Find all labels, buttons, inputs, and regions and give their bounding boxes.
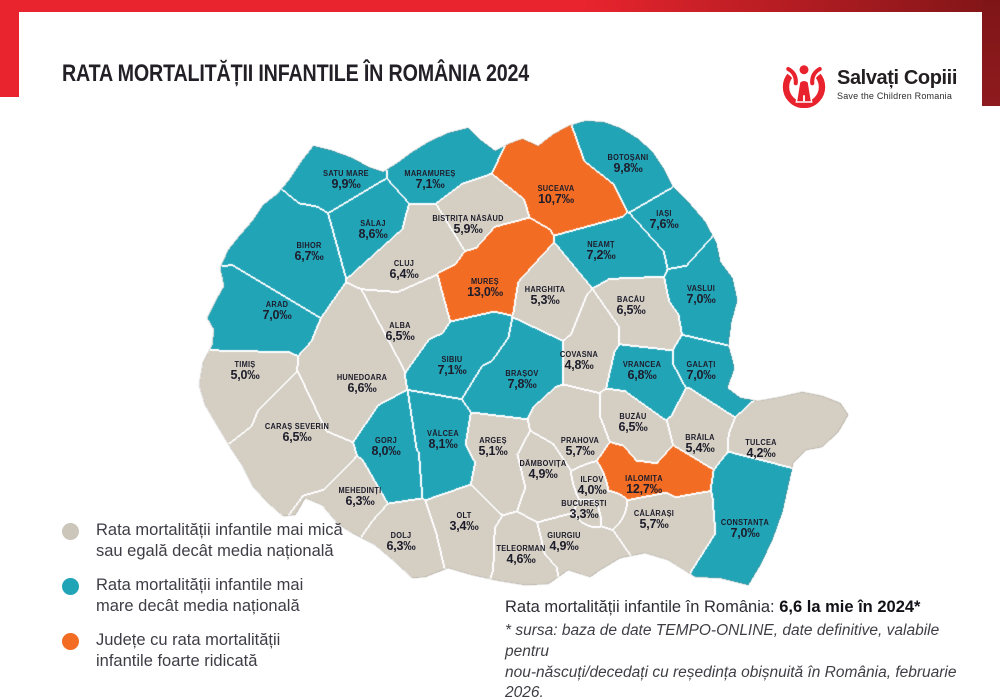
national-rate-summary [505,598,975,617]
county-value: 6,3‰ [345,494,375,509]
county-name: OLT [456,511,472,521]
county-value: 6,3‰ [386,539,416,554]
county-name: BRAȘOV [505,369,539,379]
legend-label-very-high-line1: Județe cu rata mortalității [96,630,281,649]
legend [62,520,402,685]
county-value: 7,0‰ [262,308,292,323]
county-name: SUCEAVA [537,184,575,194]
county-value: 5,1‰ [478,444,508,459]
county-name: ALBA [389,321,411,331]
county-value: 3,3‰ [569,507,599,522]
county-value: 6,8‰ [627,368,657,383]
county-name: VÂLCEA [427,429,459,439]
county-value: 7,6‰ [649,217,679,232]
county-name: TIMIȘ [234,360,256,370]
county-name: COVASNA [559,350,599,360]
source-line2: nou-născuți/decedați cu reședința obișnuită în România, februarie 2026. [505,663,957,700]
county-name: MUREȘ [471,277,499,287]
county-value: 10,7‰ [538,192,574,207]
county-name: DOLJ [390,531,412,541]
county-value: 7,1‰ [437,363,467,378]
county-name: TELEORMAN [496,544,546,554]
county-name: GALAȚI [686,360,716,370]
county-value: 4,2‰ [746,446,776,461]
county-name: GIURGIU [547,531,581,541]
legend-item-below [62,520,402,563]
county-value: 9,8‰ [613,161,643,176]
county-name: HUNEDOARA [336,373,388,383]
legend-label-above-line2: mare decât media națională [96,597,300,616]
county-value: 7,0‰ [686,292,716,307]
legend-label-below-line1: Rata mortalității infantile mai mică [96,521,343,539]
county-value: 7,2‰ [586,248,616,263]
county-value: 8,6‰ [358,227,388,242]
county-name: BACĂU [617,295,645,305]
county-name: VRANCEA [622,360,662,370]
county-name: HARGHITA [524,285,566,295]
county-value: 5,7‰ [639,517,669,532]
county-name: BRĂILA [685,433,715,443]
county-value: 8,1‰ [428,437,458,452]
summary-prefix: Rata mortalității infantile în România: [505,598,780,616]
legend-label-very-high [96,630,280,673]
county-name: DÂMBOVIȚA [519,459,567,469]
county-name: CONSTANȚA [720,518,770,528]
legend-item-very-high [62,630,402,673]
county-value: 8,0‰ [371,444,401,459]
county-name: CLUJ [393,259,415,269]
county-name: SIBIU [441,355,463,365]
county-value: 6,5‰ [282,430,312,445]
summary-value: 6,6 la mie în 2024* [779,598,921,616]
county-value: 6,7‰ [294,249,324,264]
county-name: BIHOR [296,241,322,251]
footer-note [505,598,975,700]
county-name: TULCEA [745,438,777,448]
legend-label-below [96,520,343,563]
legend-label-above [96,575,303,618]
county-value: 4,6‰ [506,552,536,567]
county-value: 6,5‰ [385,329,415,344]
county-name: CĂLĂRAȘI [633,509,675,519]
county-value: 6,5‰ [616,303,646,318]
county-name: BOTOȘANI [607,153,649,163]
county-value: 5,4‰ [685,441,715,456]
county-name: ARGEȘ [479,436,507,446]
county-value: 4,9‰ [528,467,558,482]
county-value: 6,5‰ [618,420,648,435]
county-value: 9,9‰ [331,177,361,192]
legend-label-below-line2: sau egală decât media națională [96,542,334,561]
county-value: 7,1‰ [415,177,445,192]
county-name: NEAMȚ [587,240,615,250]
county-value: 5,0‰ [230,368,260,383]
legend-label-above-line1: Rata mortalității infantile mai [96,575,304,594]
county-name: SATU MARE [323,169,369,179]
county-name: BISTRIȚA NĂSĂUD [432,214,504,224]
county-name: SĂLAJ [360,219,386,229]
county-name: VASLUI [686,284,716,294]
source-note [505,621,975,700]
county-value: 5,9‰ [453,222,483,237]
source-line1: * sursa: baza de date TEMPO-ONLINE, date definitive, valabile pentru [505,622,940,660]
county-name: IALOMIȚA [625,474,663,484]
county-name: BUZĂU [619,412,647,422]
legend-item-above [62,575,402,618]
county-name: ILFOV [580,475,604,485]
county-value: 6,6‰ [347,381,377,396]
county-name: ARAD [265,300,289,310]
county-value: 7,0‰ [686,368,716,383]
county-value: 13,0‰ [467,285,503,300]
legend-label-very-high-line2: infantile foarte ridicată [96,652,258,671]
county-value: 12,7‰ [626,482,662,497]
county-name: GORJ [375,436,397,446]
county-value: 3,4‰ [449,519,479,534]
county-value: 5,3‰ [530,293,560,308]
county-name: MARAMUREȘ [404,169,456,179]
county-value: 7,8‰ [507,377,537,392]
county-value: 4,8‰ [564,358,594,373]
legend-dot-below [62,523,79,540]
county-value: 6,4‰ [389,267,419,282]
county-value: 7,0‰ [730,526,760,541]
county-name: IAȘI [656,209,672,219]
county-name: MEHEDINȚI [338,486,382,496]
county-name: CARAȘ SEVERIN [264,422,330,432]
county-name: BUCUREȘTI [561,499,607,509]
legend-dot-above [62,578,79,595]
legend-dot-very-high [62,633,79,650]
county-value: 4,0‰ [577,483,607,498]
county-value: 5,7‰ [565,444,595,459]
county-name: PRAHOVA [560,436,600,446]
county-value: 4,9‰ [549,539,579,554]
